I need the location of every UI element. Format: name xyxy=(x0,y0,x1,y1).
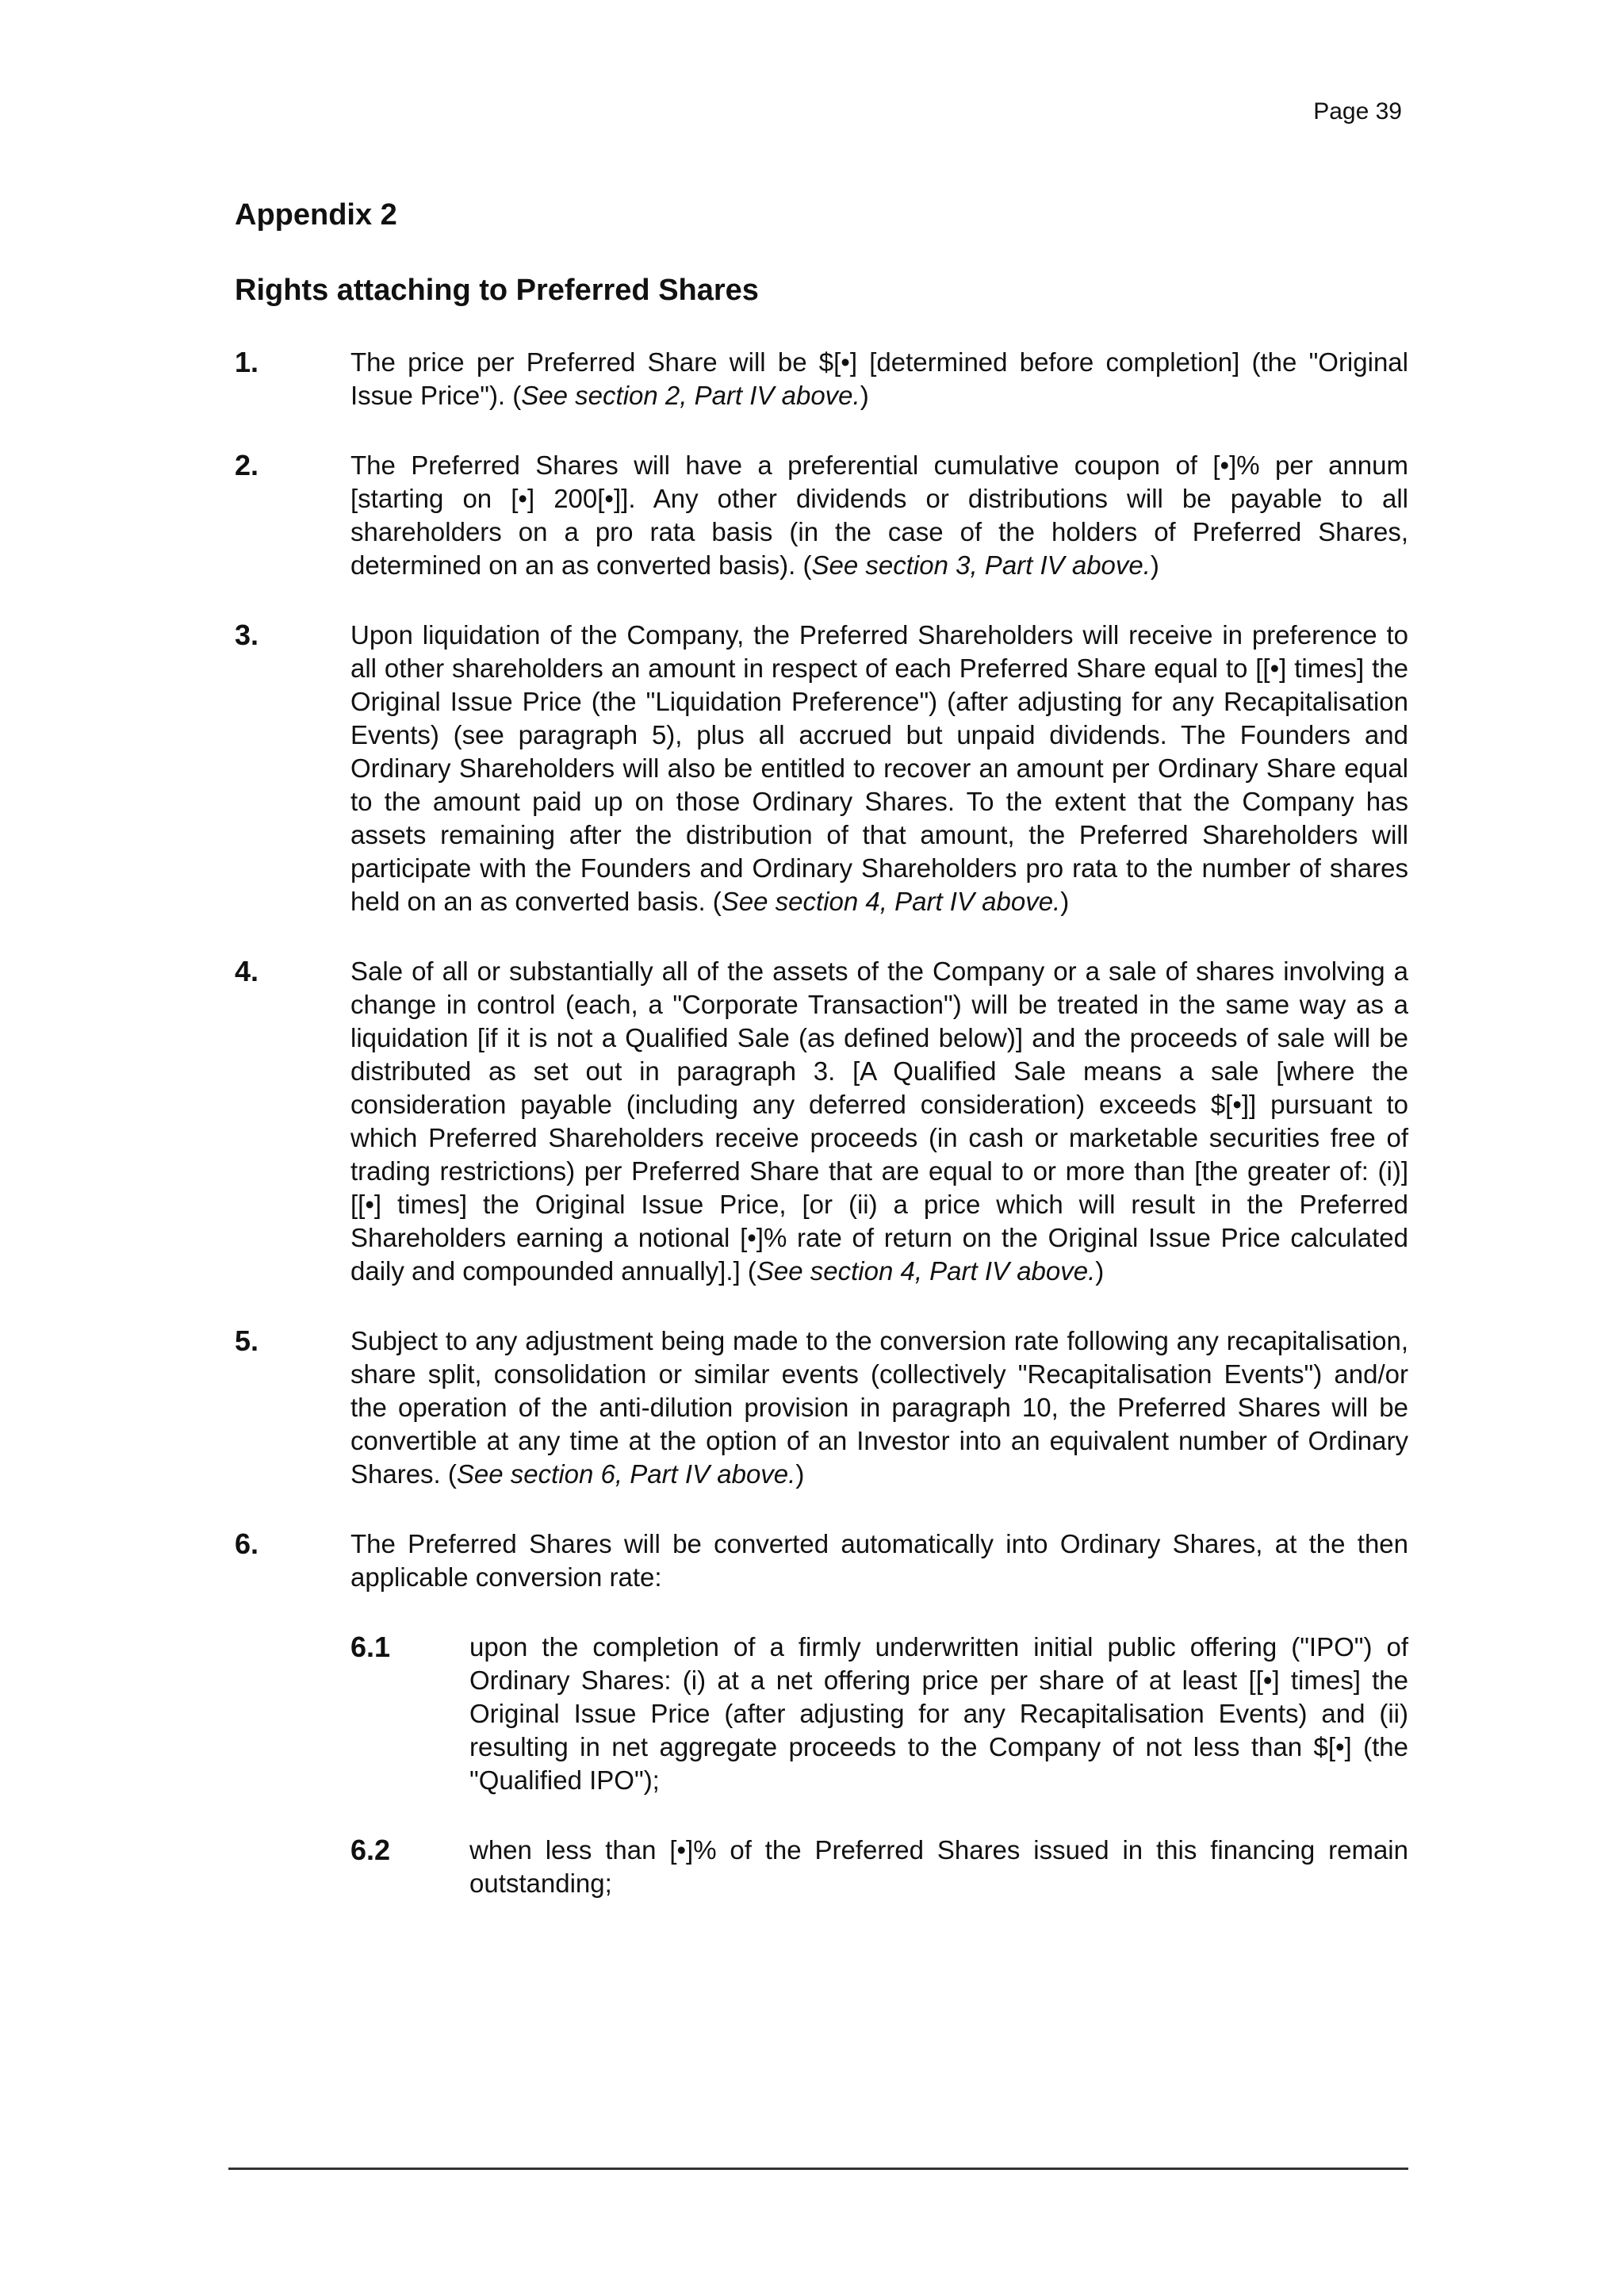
cross-reference: See section 6, Part IV above. xyxy=(456,1459,796,1489)
paragraph-number: 5. xyxy=(235,1324,259,1357)
paragraph-3: 3. Upon liquidation of the Company, the Preferred Shareholders will receive in preference to all other shareholders an amount in respect of each Preferred Share equal to [[•] times] the Original Issue Price (the "Liquidation Preference") (after adjusting for any Recapitalisation Events) (see paragraph 5), plus all accrued but unpaid dividends. The Founders and Ordinary Shareholders will also be entitled to recover an amount per Ordinary Share equal to the amount paid up on those Ordinary Shares. To the extent that the Company has assets remaining after the distribution of that amount, the Preferred Shareholders will participate with the Founders and Ordinary Shareholders pro rata to the number of shares held on an as converted basis. (See section 4, Part IV above.) xyxy=(235,619,1408,916)
footer-divider xyxy=(228,2168,1408,2170)
cross-reference: See section 3, Part IV above. xyxy=(811,550,1151,580)
paragraph-1: 1. The price per Preferred Share will be $[•] [determined before completion] (the "Original Issue Price"). (See section 2, Part IV above.) xyxy=(235,346,1408,410)
paragraph-text: Subject to any adjustment being made to the conversion rate following any recapitalisation, share split, consolidation or similar events (collectively "Recapitalisation Events") and/or the operation of the anti-dilution provision in paragraph 10, the Preferred Shares will be convertible at any time at the option of an Investor into an equivalent number of Ordinary Shares. xyxy=(350,1326,1408,1489)
subparagraph-6-1 xyxy=(235,1631,1408,1797)
subparagraph-text: when less than [•]% of the Preferred Shares issued in this financing remain outstanding; xyxy=(469,1835,1408,1898)
paragraph-text: The Preferred Shares will have a preferential cumulative coupon of [•]% per annum [starting on [•] 200[•]]. Any other dividends or distributions will be payable to all shareholders on a pro rata basis (in the case of the holders of Preferred Shares, determined on an as converted basis). xyxy=(350,450,1408,580)
paragraph-6 xyxy=(235,1527,1408,1594)
cross-reference: See section 4, Part IV above. xyxy=(721,887,1061,916)
paragraph-2: 2. The Preferred Shares will have a preferential cumulative coupon of [•]% per annum [starting on [•] 200[•]]. Any other dividends or distributions will be payable to all shareholders on a pro rata basis (in the case of the holders of Preferred Shares, determined on an as converted basis). (See section 3, Part IV above.) xyxy=(235,449,1408,580)
paragraph-text: Upon liquidation of the Company, the Preferred Shareholders will receive in preference to all other shareholders an amount in respect of each Preferred Share equal to [[•] times] the Original Issue Price (the "Liquidation Preference") (after adjusting for any Recapitalisation Events) (see paragraph 5), plus all accrued but unpaid dividends. The Founders and Ordinary Shareholders will also be entitled to recover an amount per Ordinary Share equal to the amount paid up on those Ordinary Shares. To the extent that the Company has assets remaining after the distribution of that amount, the Preferred Shareholders will participate with the Founders and Ordinary Shareholders pro rata to the number of shares held on an as converted basis. xyxy=(350,620,1408,916)
subparagraph-number: 6.1 xyxy=(350,1631,391,1663)
paragraph-number: 6. xyxy=(235,1527,259,1560)
paragraph-number: 1. xyxy=(235,346,259,378)
paragraph-5: 5. Subject to any adjustment being made to the conversion rate following any recapitalisation, share split, consolidation or similar events (collectively "Recapitalisation Events") and/or the operation of the anti-dilution provision in paragraph 10, the Preferred Shares will be convertible at any time at the option of an Investor into an equivalent number of Ordinary Shares. (See section 6, Part IV above.) xyxy=(235,1324,1408,1489)
cross-reference: See section 4, Part IV above. xyxy=(756,1256,1096,1286)
paragraph-text: The Preferred Shares will be converted automatically into Ordinary Shares, at the then applicable conversion rate: xyxy=(350,1529,1408,1592)
subparagraph-6-2 xyxy=(235,1834,1408,1900)
section-title: Rights attaching to Preferred Shares xyxy=(235,274,759,307)
subparagraph-number: 6.2 xyxy=(350,1834,391,1866)
paragraph-text: The price per Preferred Share will be $[•] [determined before completion] (the "Original Issue Price"). xyxy=(350,347,1408,410)
page-number: Page 39 xyxy=(1313,98,1402,125)
paragraph-number: 3. xyxy=(235,619,259,651)
paragraph-text: Sale of all or substantially all of the assets of the Company or a sale of shares involving a change in control (each, a "Corporate Transaction") will be treated in the same way as a liquidation [if it is not a Qualified Sale (as defined below)] and the proceeds of sale will be distributed as set out in paragraph 3. [A Qualified Sale means a sale [where the consideration payable (including any deferred consideration) exceeds $[•]] pursuant to which Preferred Shareholders receive proceeds (in cash or marketable securities free of trading restrictions) per Preferred Share that are equal to or more than [the greater of: (i)] [[•] times] the Original Issue Price, [or (ii) a price which will result in the Preferred Shareholders earning a notional [•]% rate of return on the Original Issue Price calculated daily and compounded annually].] xyxy=(350,956,1408,1286)
appendix-title: Appendix 2 xyxy=(235,198,397,232)
document-body xyxy=(235,198,1408,1937)
paragraph-number: 4. xyxy=(235,955,259,987)
paragraph-number: 2. xyxy=(235,449,259,481)
cross-reference: See section 2, Part IV above. xyxy=(521,381,860,410)
subparagraph-text: upon the completion of a firmly underwritten initial public offering ("IPO") of Ordinary Shares: (i) at a net offering price per share of at least [[•] times] the Original Issue Price (after adjusting for any Recapitalisation Events) and (ii) resulting in net aggregate proceeds to the Company of not less than $[•] (the "Qualified IPO"); xyxy=(469,1632,1408,1795)
paragraph-4: 4. Sale of all or substantially all of the assets of the Company or a sale of shares involving a change in control (each, a "Corporate Transaction") will be treated in the same way as a liquidation [if it is not a Qualified Sale (as defined below)] and the proceeds of sale will be distributed as set out in paragraph 3. [A Qualified Sale means a sale [where the consideration payable (including any deferred consideration) exceeds $[•]] pursuant to which Preferred Shareholders receive proceeds (in cash or marketable securities free of trading restrictions) per Preferred Share that are equal to or more than [the greater of: (i)] [[•] times] the Original Issue Price, [or (ii) a price which will result in the Preferred Shareholders earning a notional [•]% rate of return on the Original Issue Price calculated daily and compounded annually].] (See section 4, Part IV above.) xyxy=(235,955,1408,1286)
